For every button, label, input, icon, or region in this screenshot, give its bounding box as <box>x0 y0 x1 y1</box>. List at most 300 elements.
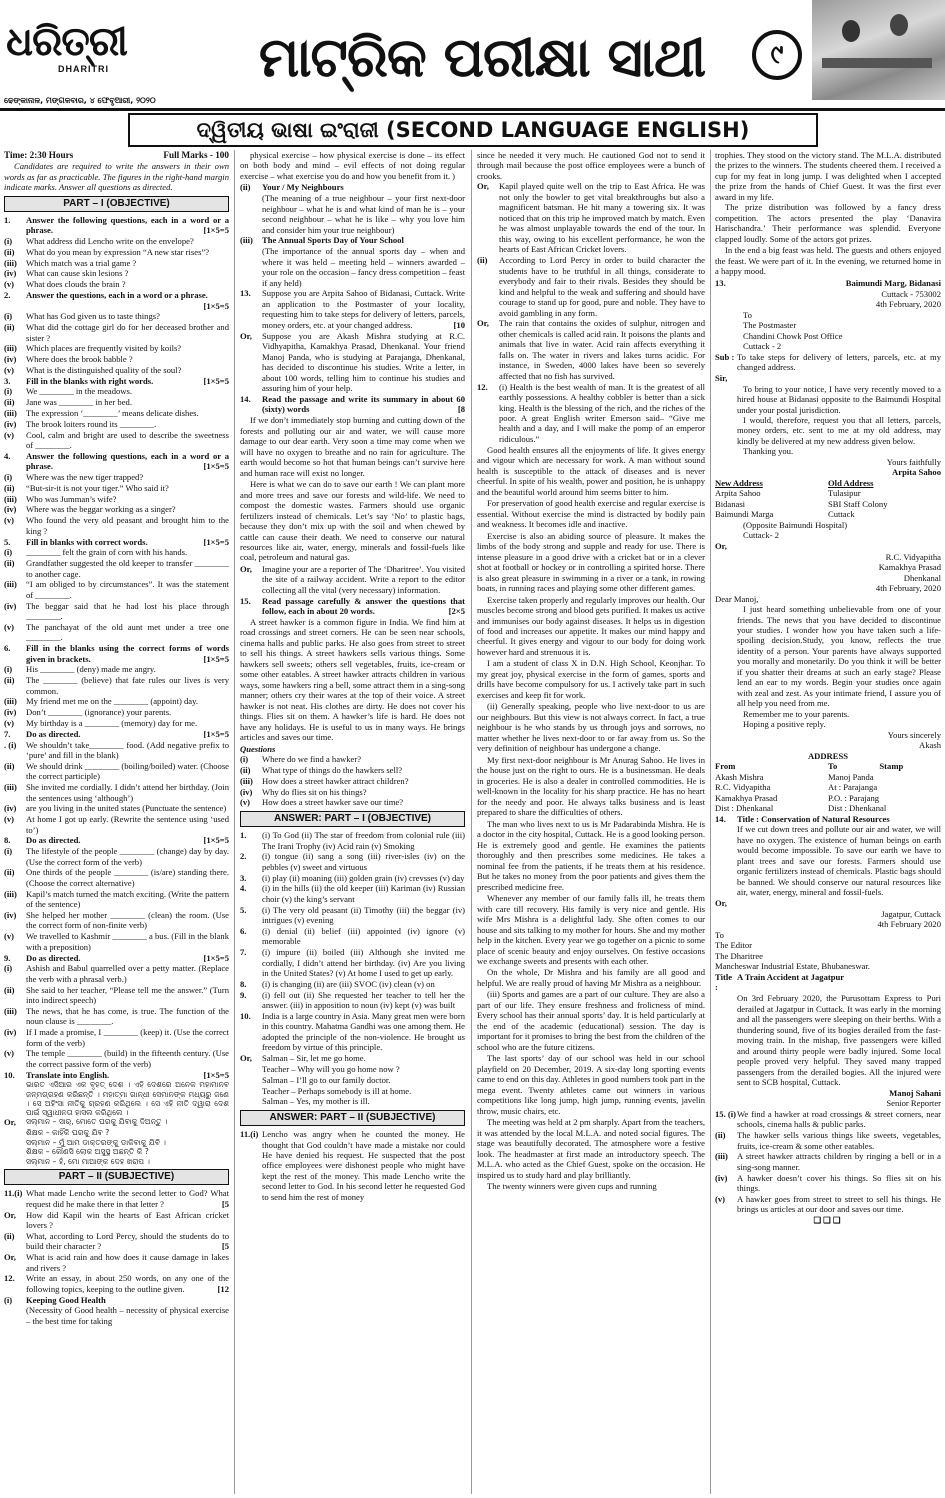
item-text-content: (The meaning of a true neighbour – your first next-door neighbour – what he is and what kind of man he is – your second neighbour – what he is like – why you love him and consider him your true neighbour) <box>262 193 465 235</box>
question-row <box>4 408 229 418</box>
item-text-content: Where was the new tiger trapped? <box>26 472 144 483</box>
item-number: 12. <box>477 381 488 392</box>
item-text <box>26 1147 229 1156</box>
question-row <box>240 596 465 617</box>
item-number <box>240 246 262 288</box>
item-text <box>26 236 229 246</box>
item-text <box>26 579 229 600</box>
item-text-content: ଶିକ୍ଷକ – କୌଣସି ଲୋକ ଅସୁସ୍ଥ ଅଛନ୍ତି କି ? <box>26 1147 149 1157</box>
address-left: From <box>715 761 736 772</box>
question-row <box>715 993 941 1087</box>
item-text-content: Which match was a trial game ? <box>26 257 137 268</box>
paragraph: On the whole, Dr Mishra and his family are all good and helpful. We are really proud of having Mr Mishra as a neighbour. <box>477 967 705 988</box>
question-row <box>240 182 465 192</box>
item-text-content: What is the distinguished quality of the soul? <box>26 364 182 375</box>
item-number: (i) <box>4 664 13 675</box>
item-text-content: Kapil played quite well on the trip to East Africa. He was not only the bowler to get vital breakthroughs but also a magnificent batsman. He hit many a towering six. It was noticed that on this trip he improved match by match. Even he was almost unplayable towards the end of the tour. In this way, owing to his excellent performance, he won the hearts of East African Cricket lovers. <box>499 181 705 255</box>
question-row <box>4 215 229 236</box>
paragraph: The meeting was held at 2 pm sharply. Apart from the teachers, it was attended by the local M.L.A. and noted social figures. The stage was beautifully decorated. The atmosphere wore a festive look. The headmaster at first made an introductory speech. The M.L.A. who acted as the Chief Guest, spoke on the occasion. He inspired us to study hard and play brilliantly. <box>477 1117 705 1180</box>
item-text-content: Salman – I’ll go to our family doctor. <box>262 1074 391 1085</box>
item-number: (ii) <box>4 1230 15 1241</box>
question-row <box>4 354 229 364</box>
address-left: Dist : Dhenkanal <box>715 803 774 814</box>
question-row <box>715 373 941 383</box>
item-number: (ii) <box>477 255 488 266</box>
item-text-content: (i) play (ii) moaning (iii) golden grain (iv) crevsses (v) day <box>262 872 465 883</box>
question-row <box>240 331 465 394</box>
letter-line: I just heard something unbelievable from one of your friends. The news that you have decided to discontinue your studies. I wonder how you have taken such a life-spoiling decision.Study, you know, reflects the true identity of a person. Your parents have always supported you morally and monetarily. Do you think it will be better if you shatter their dreams at such an early stage? Please lend an ear to my words. Begin your studies once again with zeal and zest. As your intimate friend, I assure you of all help you need from me. <box>737 604 941 709</box>
issue-number-badge: ୯ <box>752 30 802 80</box>
paragraph: The prize distribution was followed by a fancy dress competition. The actors presented the play ‘Danavira Harischandra.’ Their performance was splendid. Everyone clapped loudly. Some of the actors got prizes. <box>715 202 941 244</box>
question-row <box>4 1027 229 1048</box>
question-row <box>715 898 941 908</box>
question-row <box>240 1075 465 1085</box>
item-text <box>737 814 941 824</box>
item-text <box>26 268 229 278</box>
marks-label: [1×5=5 <box>203 835 229 846</box>
item-number: Sir, <box>715 372 728 383</box>
question-row <box>4 1048 229 1069</box>
item-number: 10. <box>240 1010 251 1021</box>
item-text-content: Salman – Sir, let me go home. <box>262 1053 366 1064</box>
item-number: (v) <box>4 364 15 375</box>
item-text-content: My friend met me on the ________ (appoint) day. <box>26 696 198 707</box>
item-number <box>4 1147 26 1156</box>
item-text <box>262 331 465 394</box>
question-row <box>715 1130 941 1151</box>
item-text-content: Translate into English. <box>26 1069 110 1080</box>
question-row <box>4 365 229 375</box>
right-aligned-line: Arpita Sahoo <box>892 467 941 478</box>
item-text-content: (i) tongue (ii) sang a song (iii) river-isles (iv) on the pebbles (v) sweet and virtuous <box>262 851 465 872</box>
item-number <box>240 1096 262 1106</box>
item-text-content: We find a hawker at road crossings & street corners, near schools, cinema halls & public parks. <box>737 1108 941 1130</box>
item-number: (i) <box>4 547 13 558</box>
paragraph: (iii) Sports and games are a part of our culture. They are also a part of our life. They ensure freshness and frolicness of mind. Every school has their annual sports’ day. It is held particularly at the end of the academic (educational) session. The day is important for it promises to bring the best from the children of the school who are the future citizens. <box>477 989 705 1052</box>
item-text-content: What did the cottage girl do for her deceased brother and sister ? <box>26 322 229 343</box>
item-text <box>262 193 465 235</box>
question-row <box>4 761 229 782</box>
item-text <box>26 814 229 835</box>
item-number: (iii) <box>4 782 17 793</box>
item-text <box>26 953 229 963</box>
item-text-content: (The importance of the annual sports day – when and where it was held – meeting held – winners awarded – your role on the occasion – fancy dress competition – feast if any held) <box>262 246 465 288</box>
question-row <box>4 889 229 910</box>
right-aligned-line: 4th February, 2020 <box>875 299 941 310</box>
question-row <box>240 776 465 786</box>
item-text <box>26 718 229 728</box>
right-aligned-line: 4th February 2020 <box>877 919 941 930</box>
right-aligned-line: Jagatpur, Cuttack <box>881 908 941 919</box>
question-row <box>4 451 229 472</box>
question-row <box>4 664 229 674</box>
letter-line: Remember me to your parents. <box>743 708 850 719</box>
item-text-content: Grandfather suggested the old keeper to transfer ________ to another cage. <box>26 558 229 579</box>
address-right: At : Parajanga <box>828 782 878 793</box>
item-text-content: The ________ (believe) that fate rules our lives is very common. <box>26 675 229 696</box>
question-row <box>4 290 229 311</box>
item-text-content: Jane was ________ in her bed. <box>26 397 132 408</box>
letter-line: The Editor <box>715 940 752 951</box>
item-number: (iii) <box>4 696 17 707</box>
question-row <box>240 193 465 235</box>
dharitri-logo <box>6 20 134 90</box>
item-text <box>737 972 941 993</box>
item-text-content: To take steps for delivery of letters, parcels, etc. at my changed address. <box>737 351 941 372</box>
item-text <box>26 215 229 236</box>
item-text <box>26 740 229 761</box>
item-text <box>26 354 229 364</box>
question-row <box>4 953 229 963</box>
marks-label: [1×5=5 <box>203 653 229 664</box>
item-text <box>499 181 705 254</box>
question-row <box>4 311 229 321</box>
item-text-content: We should drink ________ (boiling/boiled) water. (Choose the correct participle) <box>26 760 229 782</box>
item-number: . (i) <box>4 739 17 750</box>
column-rule <box>471 150 472 1494</box>
question-row <box>240 883 465 904</box>
item-text-content: Fill in blanks with correct words. <box>26 536 148 547</box>
item-text-content: One thirds of the people ________ (is/are) standing there. (Choose the correct alternative) <box>26 867 229 888</box>
item-number: 7. <box>4 728 11 739</box>
item-text <box>26 537 229 547</box>
item-text-content: Do as directed. <box>26 952 81 963</box>
item-text-content: How does a street hawker save our time? <box>262 797 404 808</box>
question-row <box>4 397 229 407</box>
question-row <box>477 382 705 445</box>
item-text <box>26 782 229 803</box>
item-text-content: Who found the very old peasant and brought him to the king ? <box>26 515 229 536</box>
item-number: Or, <box>240 330 252 341</box>
item-text <box>262 905 465 926</box>
item-text-content: How does a street hawker attract children? <box>262 775 409 786</box>
marks-label: [8 <box>457 404 465 415</box>
item-text <box>262 596 465 617</box>
marks-label: [5 <box>221 1241 229 1252</box>
address-left: New Address <box>715 477 763 488</box>
question-row <box>4 494 229 504</box>
address-left: Arpita Sahoo <box>715 488 761 499</box>
item-text <box>737 373 941 383</box>
item-text <box>26 761 229 782</box>
item-text <box>26 1252 229 1273</box>
marks-label: [12 <box>217 1283 229 1294</box>
question-row <box>4 376 229 386</box>
item-text-content: The rain that contains the oxides of sulphur, nitrogen and other chemicals is called acid rain. It poisons the plants and animals that live in water. Acid rain affects everything it falls on. The water in rivers and lakes turns acidic. For instance, in Sweden, 4000 lakes have been so severely affected that no fish has survived. <box>499 318 705 381</box>
item-text-content: She helped her mother ________ (clean) the room. (Use the correct form of non-finite verb) <box>26 910 229 931</box>
item-text <box>26 675 229 696</box>
question-row <box>4 1117 229 1127</box>
paragraph: (ii) Generally speaking, people who live next-door to us are our neighbours. But this view is not always correct. In fact, a true neighbour is he who stands by us through joys and sorrows, no matter whether he lives next-door to or far away from us. So the very definition of neighbour has undergone a change. <box>477 701 705 754</box>
question-row <box>240 797 465 807</box>
question-row <box>4 782 229 803</box>
item-text-content: (i) denial (ii) belief (iii) appointed (iv) ignore (v) memorable <box>262 925 465 947</box>
item-text-content: Do as directed. <box>26 835 81 846</box>
column-rule <box>234 150 235 1494</box>
item-number: (iv) <box>4 707 17 718</box>
item-number: 3. <box>4 375 11 386</box>
paragraph: In the end a big feast was held. The guests and others enjoyed the feast. We were part of it. In the evening, we returned home in a happy mood. <box>715 245 941 277</box>
item-text <box>26 408 229 418</box>
question-row <box>4 867 229 888</box>
right-aligned-line: R.C. Vidyapitha <box>885 551 941 562</box>
marks-label: [1×5=5 <box>203 300 229 311</box>
item-number: Title : <box>715 971 733 993</box>
logo-subtitle: DHARITRI <box>58 64 109 74</box>
item-number: (v) <box>4 718 15 729</box>
question-row <box>240 830 465 851</box>
item-number: 10. <box>4 1069 15 1080</box>
paragraph: The man who lives next to us is Mr Padarabinda Mishra. He is a doctor in the city hospital, Cuttack. He is a good looking person. He is extremely good and gentle. He examines the patients thoroughly and then prescribes some medicines. He takes a nominal fee from the patients, if he treats them at his residence. But he takes no money from the poor patients and gives them the prescribed medicine free. <box>477 818 705 892</box>
item-number: 8. <box>240 978 247 989</box>
address-row <box>715 803 941 813</box>
item-text-content: Cool, calm and bright are used to describe the sweetness of ________. <box>26 429 229 451</box>
question-row <box>715 278 941 288</box>
item-number: (iii) <box>4 888 17 899</box>
item-text <box>499 255 705 318</box>
item-text-content: The brook loiters round its ________. <box>26 418 157 429</box>
question-row <box>240 979 465 989</box>
item-text <box>26 494 229 504</box>
item-text <box>26 1006 229 1027</box>
item-text <box>499 382 705 445</box>
column-3 <box>477 150 705 1494</box>
address-right: Tulasipur <box>828 488 861 499</box>
item-number: (ii) <box>4 322 15 333</box>
address-left: Bidanasi <box>715 498 746 509</box>
item-number: 2. <box>240 851 247 862</box>
item-number: 9. <box>240 989 247 1000</box>
item-text <box>737 1109 941 1130</box>
question-row <box>240 1011 465 1053</box>
item-number: (v) <box>4 621 15 632</box>
question-row <box>715 541 941 551</box>
section-heading: PART – II (SUBJECTIVE) <box>4 1169 229 1185</box>
address-right: SBI Staff Colony <box>828 498 888 509</box>
item-number: (ii) <box>240 182 251 193</box>
item-number: (iv) <box>240 786 253 797</box>
letter-line: I would, therefore, request you that all letters, parcels, money orders, etc. sent to me at my old address, may kindly be delivered at my new address given below. <box>737 415 941 446</box>
letter-line: The Postmaster <box>743 320 797 331</box>
item-text-content: At home I got up early. (Rewrite the sentence using ‘used to’) <box>26 814 229 835</box>
question-row <box>4 515 229 536</box>
item-text <box>26 365 229 375</box>
item-text <box>26 515 229 536</box>
item-text-content: According to Lord Percy in order to build character the students have to be truthful in all things, considerate to everybody and fair to their rivals. Besides they should be kind and helpful to the weak and suffering and should have courage to stand up for good, pure and noble. They have to avoid gambling in any form. <box>499 255 705 318</box>
item-number: (i) <box>4 311 13 322</box>
item-text <box>26 643 229 664</box>
item-text-content: Why do flies sit on his things? <box>262 786 367 797</box>
item-text-content: ଶିକ୍ଷକ – କାହିଁକି ଘରକୁ ଯିବ ? <box>26 1128 110 1138</box>
marks-label: [1×5=5 <box>203 461 229 472</box>
item-text <box>26 601 229 622</box>
item-number: (iii) <box>4 343 17 354</box>
item-text <box>26 322 229 343</box>
question-row <box>240 765 465 775</box>
question-row <box>4 718 229 728</box>
item-number <box>4 1157 26 1166</box>
item-number: 14. <box>715 813 726 824</box>
item-number: 12. <box>4 1273 15 1284</box>
item-text <box>26 504 229 514</box>
item-number: (i) <box>4 472 13 483</box>
item-number: 1. <box>240 830 247 841</box>
item-text <box>262 182 465 192</box>
question-row <box>4 1157 229 1166</box>
item-number: (i) <box>4 386 13 397</box>
letter-line: Hoping a positive reply. <box>743 719 826 730</box>
item-number: (i) <box>240 754 249 765</box>
item-number: (v) <box>4 429 15 440</box>
item-text <box>262 830 465 851</box>
item-text <box>26 931 229 952</box>
question-row <box>240 1129 465 1202</box>
exam-marks: Full Marks - 100 <box>163 150 229 160</box>
item-text-content: Salman – Yes, my mother is ill. <box>262 1096 370 1107</box>
item-number: 13. <box>715 277 726 288</box>
item-text-content: What has God given us to taste things? <box>26 311 160 322</box>
item-text-content: Title : Conservation of Natural Resources <box>737 813 890 824</box>
item-text <box>26 386 229 396</box>
question-row <box>240 1064 465 1074</box>
right-aligned-line: Dhenkanal <box>903 572 941 583</box>
item-text-content: Lencho was angry when he counted the money. He thought that God couldn’t have made a mistake nor could He have denied his request. He suspected that the post office employees were dishonest people who might have kept the rest of the money. This made Lencho write the second letter to God. In his second letter he requested God to send him the rest of money <box>262 1129 465 1202</box>
item-text-content: Fill in the blanks with right words. <box>26 375 154 386</box>
question-row <box>240 990 465 1011</box>
exam-time: Time: 2:30 Hours <box>4 150 74 160</box>
item-text <box>26 472 229 482</box>
item-text <box>737 898 941 908</box>
question-row <box>477 181 705 254</box>
item-number: (ii) <box>715 1130 726 1141</box>
item-text-content: The Annual Sports Day of Your School <box>262 235 404 246</box>
item-text <box>26 1070 229 1080</box>
paragraph: For preservation of good health exercise and regular exercise is essential. Without exercise the mind is distracted by bodily pain and weakness. It becomes idle and inactive. <box>477 498 705 530</box>
item-text-content: Where does the brook babble ? <box>26 354 133 365</box>
section-heading: ANSWER: PART – II (SUBJECTIVE) <box>240 1110 465 1126</box>
item-text-content: Who was Jumman’s wife? <box>26 493 117 504</box>
right-aligned-line: 4th February, 2020 <box>875 583 941 594</box>
item-text-content: What type of things do the hawkers sell? <box>262 765 403 776</box>
item-number <box>240 1075 262 1085</box>
item-number: 15. (i) <box>715 1108 737 1119</box>
item-text-content: We ________ in the meadows. <box>26 386 132 397</box>
item-text-content: What does clouds the brain ? <box>26 279 126 290</box>
letter-line: Thanking you. <box>743 446 794 457</box>
paragraph: If we don’t immediately stop burning and cutting down of the forests and polluting our air and water, we will cause more damage to our dear earth. Very soon a time may come when we will have no oxygen to breathe and no rain for agriculture. The earth would become so hot that human beings can’t survive here and human race will exist no longer. <box>240 415 465 478</box>
item-text <box>262 1075 465 1085</box>
item-number: 4. <box>240 883 247 894</box>
item-text <box>26 451 229 472</box>
item-text-content: Kapil’s match turned the match exciting. (Write the pattern of the sentence) <box>26 888 229 910</box>
item-text <box>262 851 465 872</box>
item-text <box>737 824 941 897</box>
item-text <box>26 1305 229 1326</box>
item-text-content: Your / My Neighbours <box>262 182 344 193</box>
item-number: Or, <box>4 1252 16 1263</box>
item-number: 6. <box>240 925 247 936</box>
item-text <box>26 1188 229 1209</box>
marks-label: [1×5=5 <box>203 728 229 739</box>
item-text-content: His ________ (deny) made me angry. <box>26 664 156 675</box>
question-row <box>4 601 229 622</box>
paragraph: physical exercise – how physical exercise is done – its effect on both body and mind – evil effects of not doing regular exercise – what exercise you do and how you benefit from it. ) <box>240 150 465 181</box>
question-row <box>4 931 229 952</box>
item-number: (ii) <box>240 765 251 776</box>
item-number: 8. <box>4 835 11 846</box>
item-number <box>4 1305 26 1326</box>
item-text <box>26 1231 229 1252</box>
question-row <box>4 643 229 664</box>
question-row <box>240 288 465 330</box>
item-text-content: Keeping Good Health <box>26 1294 106 1305</box>
item-text <box>262 1011 465 1053</box>
item-number: (v) <box>715 1193 726 1204</box>
item-text <box>262 979 465 989</box>
item-text-content: If we cut down trees and pollute our air and water, we will have no oxygen. The existence of human beings on earth would become impossible. To save our earth we have to plant trees and save our forests. Farmers should use organic fertilizers instead of chemicals. Plastic bags should be banned. We should conserve our natural resources like air, water, energy, mineral and fossil-fuels. <box>737 824 941 898</box>
address-row <box>715 478 941 488</box>
question-row <box>4 1273 229 1294</box>
item-text-content: ________ felt the grain of corn with his hands. <box>26 547 188 558</box>
item-text <box>262 787 465 797</box>
item-text-content: The temple ________ (build) in the fifteenth century. (Use the correct passive form of the verb) <box>26 1048 229 1069</box>
item-text <box>262 990 465 1011</box>
item-text <box>26 290 229 311</box>
letter-line: (Opposite Baimundi Hospital) <box>743 519 848 530</box>
item-text-content: A hawker goes from street to street to sell his things. He brings us articles at our door and saves our time. <box>737 1193 941 1215</box>
column-rule <box>710 150 711 1494</box>
item-text-content: Write an essay, in about 250 words, on any one of the following topics, keeping to the outline given. <box>26 1273 229 1294</box>
item-text <box>737 1130 941 1151</box>
item-text-content: Answer the questions, each in a word or a phrase. <box>26 290 208 301</box>
item-number: 9. <box>4 952 11 963</box>
item-number: 4. <box>4 450 11 461</box>
item-text-content: (i) The very old peasant (ii) Timothy (iii) the beggar (iv) intrigues (v) evening <box>262 904 465 926</box>
marks-label: [1×5=5 <box>203 225 229 236</box>
question-row <box>715 1109 941 1130</box>
item-text-content: We shouldn’t take________ food. (Add negative prefix to ‘pure’ and fill in the blank) <box>26 739 229 761</box>
paragraph: Exercise taken properly and regularly improves our health. Our muscles become strong and blood gets purified. It makes us active and immunises our body against diseases. It helps us in digestion of food and increases our appetite. It makes our mind happy and cheerful. It gives energy and vigour to our body for doing work however hard and strenuous it is. <box>477 594 705 657</box>
item-number: (v) <box>4 814 15 825</box>
item-text <box>262 797 465 807</box>
question-row <box>4 472 229 482</box>
question-row <box>4 846 229 867</box>
question-row <box>4 675 229 696</box>
question-row <box>715 972 941 993</box>
item-text-content: The beggar said that he had lost his place through ________. <box>26 600 229 622</box>
address-row <box>715 509 941 519</box>
question-row <box>4 558 229 579</box>
right-aligned-line: Yours faithfully <box>886 456 941 467</box>
question-row <box>715 1151 941 1172</box>
item-text <box>26 889 229 910</box>
item-text-content: Suppose you are Akash Mishra studying at R.C. Vidhyapitha, Kamakhya Prasad, Dhenkanal. Your friend Manoj Panda, who is studying at Parajanga, Dhenkanal, has decided to discontinue his studies. Write a letter, in about 100 words, telling him to continue his studies and assuring him of your help. <box>262 330 465 394</box>
question-row <box>4 504 229 514</box>
item-text <box>26 1117 229 1127</box>
item-number <box>240 1086 262 1096</box>
question-row <box>4 236 229 246</box>
item-text <box>737 1151 941 1172</box>
item-text-content: My birthday is a ________ (memory) day for me. <box>26 718 198 729</box>
item-text <box>262 1053 465 1063</box>
item-text-content: The news, that he has come, is true. The function of the noun clause is ________. <box>26 1005 229 1027</box>
item-text <box>262 1129 465 1202</box>
item-text <box>26 397 229 407</box>
paragraph: The last sports’ day of our school was held in our school playfield on 20 December, 2019. A six-day long sporting events came to end on this day. Athletes in good numbers took part in the mega event. Twenty athletes came out winners in various competitions like long jump, high jump, running events, javelin throw, music chairs, etc. <box>477 1053 705 1116</box>
address-right: Dist : Dhenkanal <box>828 803 887 814</box>
question-row <box>240 1086 465 1096</box>
item-number: 13. <box>240 288 251 299</box>
